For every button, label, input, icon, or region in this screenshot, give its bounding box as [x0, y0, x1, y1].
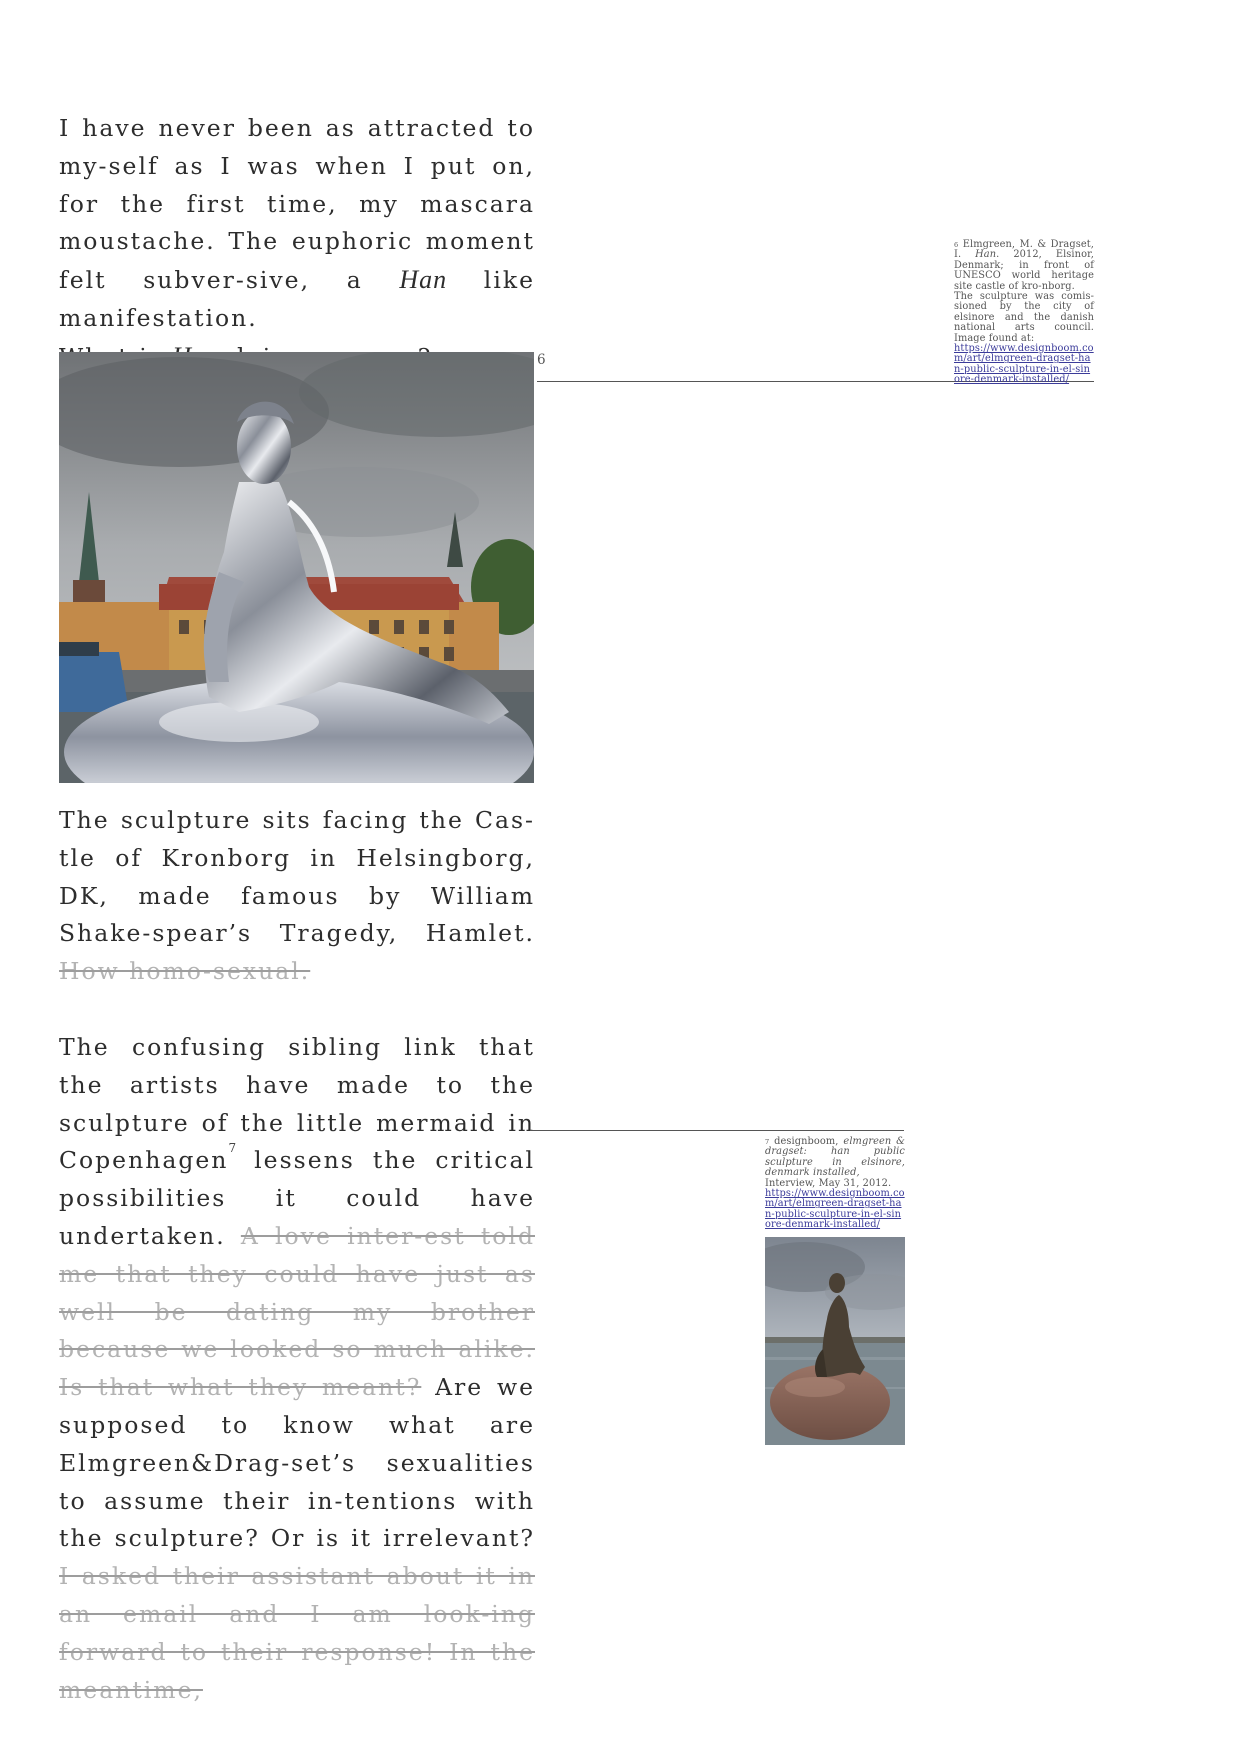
- kronborg-paragraph: [59, 802, 535, 991]
- footnote-6-author: Elmgreen, M. & Dragset, I.: [954, 239, 1094, 261]
- mermaid-struck-2: I asked their assistant about it in an email and I am look-ing forward to their response! In the meantime,: [59, 1562, 535, 1704]
- kronborg-text: The sculpture sits facing the Cas-tle of Kronborg in Helsingborg, DK, made famous by William Shake-spear’s Tragedy, Hamlet.: [59, 806, 535, 948]
- kronborg-struck-text: How homo-sexual.: [59, 957, 311, 986]
- footnote-6-number: 6: [954, 241, 959, 249]
- page-number: 6: [537, 352, 546, 368]
- footnote-6-note: The sculpture was comis-sioned by the city of elsinore and the danish national arts council. Image found at:: [954, 291, 1094, 344]
- footnote-7: [765, 1137, 905, 1231]
- han-title-1: Han: [399, 265, 448, 295]
- footnote-7-link[interactable]: https://www.designboom.com/art/elmgreen-dragset-han-public-sculpture-in-el-sinore-denmark-installed/: [765, 1188, 905, 1231]
- mermaid-text-1: The confusing sibling link that the artists have made to the sculpture of the little mermaid in Copenhagen: [59, 1033, 535, 1175]
- little-mermaid-photo: [765, 1237, 905, 1445]
- footnote-7-source: designboom,: [774, 1136, 839, 1147]
- footnote-7-ref[interactable]: 7: [228, 1141, 237, 1156]
- intro-text-2: like manifestation.: [59, 266, 535, 332]
- footnote-7-date: Interview, May 31, 2012.: [765, 1177, 892, 1189]
- footnote-6: [954, 240, 1094, 386]
- mermaid-text-3: Are we supposed to know what are Elmgreen&Drag-set’s sexualities to assume their in-tentions with the sculpture? Or is it irrelevant?: [59, 1373, 535, 1553]
- intro-text: I have never been as attracted to my-self as I was when I put on, for the first time, my mascara moustache. The euphoric moment felt subver-sive, a: [59, 114, 535, 295]
- footnote-7-title: elmgreen & dragset: han public sculpture in elsinore, denmark installed,: [765, 1136, 906, 1179]
- mermaid-text-2: lessens the critical possibilities it could have undertaken.: [59, 1146, 535, 1250]
- han-sculpture-photo: [59, 352, 534, 783]
- footnote-6-detail: . 2012, Elsinor, Denmark; in front of UNESCO world heritage site castle of kro-nborg.: [954, 249, 1094, 292]
- footnote-7-number: 7: [765, 1138, 770, 1146]
- footnote-6-title: Han: [975, 249, 997, 261]
- mermaid-paragraph: [59, 1029, 535, 1709]
- mermaid-struck-1: A love inter-est told me that they could have just as well be dating my brother because we looked so much alike. Is that what they meant?: [59, 1221, 535, 1402]
- footnote-rule-7: [530, 1130, 904, 1131]
- intro-paragraph: [59, 110, 535, 377]
- footnote-6-link[interactable]: https://www.designboom.com/art/elmgreen-dragset-han-public-sculpture-in-el-sinore-denmark-installed/: [954, 343, 1094, 386]
